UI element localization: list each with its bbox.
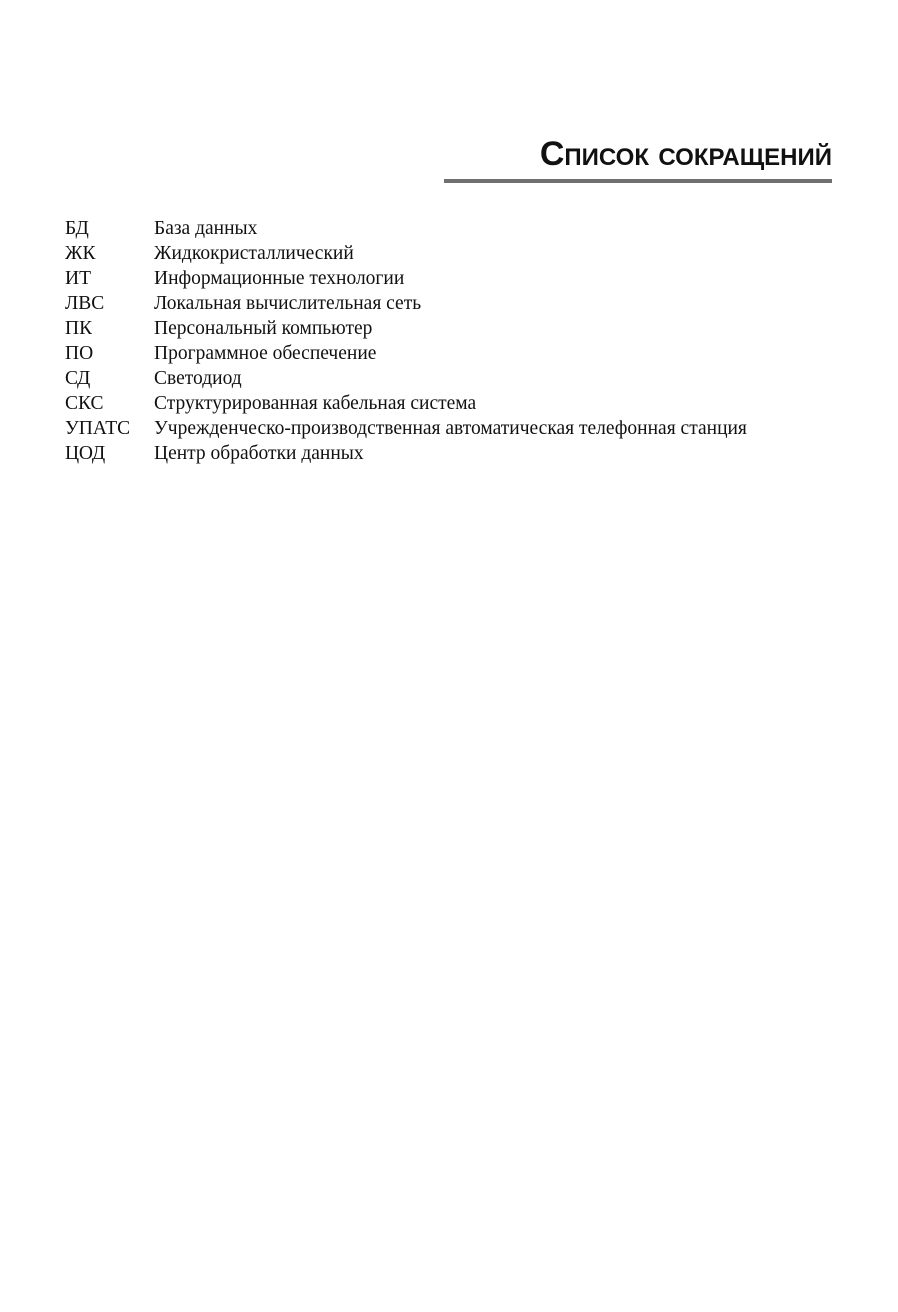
abbreviation-row bbox=[65, 241, 747, 266]
abbreviation-description: Светодиод bbox=[154, 368, 242, 389]
abbreviation-row bbox=[65, 216, 747, 241]
abbreviation-description: Жидкокристаллический bbox=[154, 243, 354, 264]
abbreviation-row bbox=[65, 416, 747, 441]
abbreviation-term: БД bbox=[65, 218, 89, 239]
abbreviation-description: Учрежденческо-производственная автоматическая телефонная станция bbox=[154, 418, 747, 439]
abbreviation-row bbox=[65, 341, 747, 366]
abbreviation-list bbox=[65, 216, 747, 466]
abbreviation-description: Структурированная кабельная система bbox=[154, 393, 477, 414]
title-underline bbox=[444, 179, 832, 183]
abbreviation-description: Центр обработки данных bbox=[154, 443, 364, 464]
abbreviation-term: СКС bbox=[65, 393, 104, 414]
page-title: Список сокращений bbox=[539, 135, 832, 173]
abbreviation-row bbox=[65, 366, 747, 391]
abbreviation-term: СД bbox=[65, 368, 91, 389]
abbreviation-description: Локальная вычислительная сеть bbox=[154, 293, 422, 314]
heading-block bbox=[444, 136, 832, 183]
abbreviation-row bbox=[65, 316, 747, 341]
abbreviation-description: База данных bbox=[154, 218, 258, 239]
abbreviation-term: УПАТС bbox=[65, 418, 131, 439]
abbreviation-term: ЦОД bbox=[65, 443, 106, 464]
abbreviation-term: ИТ bbox=[65, 268, 91, 289]
abbreviation-term: ЖК bbox=[65, 243, 96, 264]
abbreviation-term: ПО bbox=[65, 343, 94, 364]
abbreviation-row bbox=[65, 441, 747, 466]
abbreviation-description: Программное обеспечение bbox=[154, 343, 377, 364]
abbreviation-row bbox=[65, 266, 747, 291]
abbreviation-description: Персональный компьютер bbox=[154, 318, 373, 339]
abbreviation-term: ЛВС bbox=[65, 293, 105, 314]
abbreviation-term: ПК bbox=[65, 318, 93, 339]
abbreviation-description: Информационные технологии bbox=[154, 268, 405, 289]
abbreviation-row bbox=[65, 391, 747, 416]
abbreviation-row bbox=[65, 291, 747, 316]
